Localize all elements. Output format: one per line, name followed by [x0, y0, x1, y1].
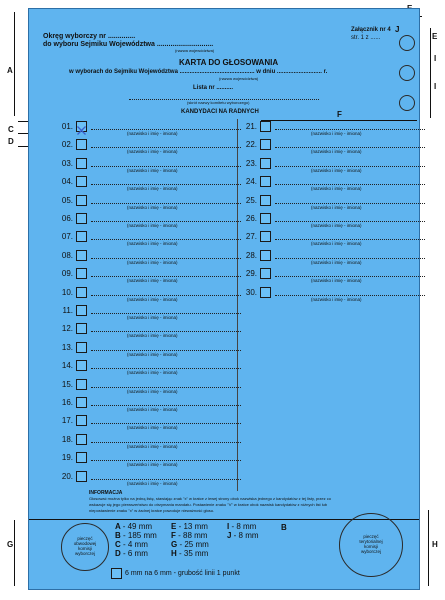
left-candidate-name-line — [91, 479, 241, 480]
dimension-a-label: A — [7, 66, 13, 75]
left-candidate-name-hint: (nazwisko i imię - imiona) — [127, 407, 178, 412]
dimension-legend-value: - 13 mm — [178, 522, 208, 531]
dimension-legend-letter: I — [227, 522, 232, 531]
stamp-left-line-2: obwodowej — [73, 541, 97, 546]
right-candidate-number: 23. — [245, 158, 257, 168]
dimension-legend-value: - 4 mm — [123, 540, 148, 549]
dimension-h-label: H — [432, 540, 438, 549]
right-candidate-name-hint: (nazwisko i imię - imiona) — [311, 149, 362, 155]
left-candidate-name-line — [91, 423, 241, 424]
left-candidate-checkbox[interactable] — [76, 434, 87, 445]
left-candidate-number: 02. — [61, 140, 73, 150]
left-candidate-name-line — [91, 460, 241, 461]
stamp-right-line-2: terytorialnej — [359, 539, 383, 544]
left-candidate-name-hint: (nazwisko i imię - imiona) — [127, 204, 178, 210]
left-candidate-name-hint: (nazwisko i imię - imiona) — [127, 241, 178, 247]
left-candidate-name-hint: (nazwisko i imię - imiona) — [127, 167, 178, 173]
dimension-d-label: D — [8, 137, 14, 146]
right-candidate-checkbox[interactable] — [260, 287, 271, 298]
stamp-right-line-4: wyborczej — [360, 549, 381, 554]
left-candidate-number: 09. — [61, 269, 73, 279]
left-candidate-name-hint: (nazwisko i imię - imiona) — [127, 351, 178, 357]
left-candidate-number: 20. — [61, 471, 73, 481]
left-candidate-name-line — [91, 239, 241, 240]
right-candidate-checkbox[interactable] — [260, 158, 271, 169]
dimension-f-label: F — [337, 110, 342, 119]
binder-hole-1 — [399, 35, 415, 51]
dimension-b-label: B — [281, 523, 287, 532]
left-candidate-number: 17. — [61, 416, 73, 426]
left-candidate-checkbox[interactable] — [76, 287, 87, 298]
dimension-legend-letter: G — [171, 540, 180, 549]
dimension-g-label: G — [7, 540, 14, 549]
right-candidate-name-line — [275, 166, 425, 167]
right-candidate-number: 26. — [245, 214, 257, 223]
dimension-h-line — [428, 510, 429, 586]
stamp-left-line-1: pieczęć — [77, 536, 93, 541]
left-candidate-name-line — [91, 203, 241, 204]
stamp-right — [339, 513, 403, 577]
left-candidate-checkbox[interactable] — [76, 415, 87, 426]
dimension-legend-value: - 25 mm — [179, 540, 209, 549]
dimension-legend-letter: H — [171, 549, 179, 558]
left-candidate-name-line — [91, 147, 241, 148]
right-candidate-number: 27. — [245, 232, 257, 242]
left-candidate-checkbox[interactable] — [76, 342, 87, 353]
left-candidate-checkbox[interactable] — [76, 268, 87, 279]
left-candidate-name-line — [91, 184, 241, 185]
left-candidate-checkbox[interactable] — [76, 360, 87, 371]
left-candidate-number: 05. — [61, 195, 73, 205]
komitet-hint: (skrót nazwy komitetu wyborczego) — [187, 100, 250, 105]
left-candidate-name-line — [91, 129, 241, 130]
right-candidate-checkbox[interactable] — [260, 139, 271, 150]
dimension-legend-h — [171, 550, 208, 558]
left-candidate-name-hint: (nazwisko i imię - imiona) — [127, 296, 178, 302]
dimension-f-line — [261, 120, 417, 121]
left-candidate-number: 12. — [61, 324, 73, 334]
dimension-legend-b — [115, 532, 157, 540]
right-candidate-name-line — [275, 147, 425, 148]
dimension-legend-letter: E — [171, 522, 179, 531]
left-candidate-name-hint: (nazwisko i imię - imiona) — [127, 443, 178, 449]
right-candidate-number: 21. — [245, 122, 257, 131]
left-candidate-name-line — [91, 442, 241, 443]
legend-box-text: 6 mm na 6 mm - grubość linii 1 punkt — [125, 570, 240, 577]
left-candidate-name-hint: (nazwisko i imię - imiona) — [127, 223, 178, 228]
right-candidate-name-hint: (nazwisko i imię - imiona) — [311, 131, 362, 136]
dimension-i-label-2: I — [434, 82, 437, 91]
dimension-legend-letter: B — [115, 531, 123, 540]
column-divider — [237, 119, 238, 491]
right-candidate-checkbox[interactable] — [260, 176, 271, 187]
left-candidate-name-line — [91, 258, 241, 259]
dimension-legend-letter: J — [227, 531, 234, 540]
dimension-g-line — [14, 520, 15, 586]
right-candidate-checkbox[interactable] — [260, 231, 271, 242]
dimension-c-label: C — [8, 125, 14, 134]
left-candidate-name-hint: (nazwisko i imię - imiona) — [127, 333, 178, 339]
left-candidate-name-hint: (nazwisko i imię - imiona) — [127, 388, 178, 394]
left-candidate-checkbox[interactable] — [76, 379, 87, 390]
left-candidate-name-hint: (nazwisko i imię - imiona) — [127, 186, 178, 192]
right-candidate-number: 30. — [245, 287, 257, 297]
nazwa-wojewodztwa-hint-2: (nazwa województwa) — [219, 76, 259, 81]
right-candidate-name-line — [275, 203, 425, 204]
left-candidate-name-hint: (nazwisko i imię - imiona) — [127, 480, 178, 486]
informacja-title: INFORMACJA — [89, 490, 123, 496]
right-candidate-checkbox[interactable] — [260, 268, 271, 279]
dimension-legend-letter: D — [115, 549, 123, 558]
left-candidate-name-line — [91, 295, 241, 296]
left-candidate-name-hint: (nazwisko i imię - imiona) — [127, 462, 178, 468]
left-candidate-number: 15. — [61, 379, 73, 389]
left-candidate-name-line — [91, 368, 241, 369]
left-candidate-checkbox[interactable] — [76, 452, 87, 463]
left-candidate-checkbox[interactable] — [76, 176, 87, 187]
left-candidate-name-hint: (nazwisko i imię - imiona) — [127, 149, 178, 155]
right-candidate-name-line — [275, 295, 425, 296]
dimension-legend-value: - 6 mm — [123, 549, 148, 558]
left-candidate-name-hint: (nazwisko i imię - imiona) — [127, 278, 178, 284]
dimension-e-right-label: E — [432, 32, 438, 41]
left-candidate-name-hint: (nazwisko i imię - imiona) — [127, 131, 178, 136]
ballot-subtitle: w wyborach do Sejmiku Województwa ............................................. w dniu ........................... r. — [69, 69, 328, 75]
right-candidate-name-hint: (nazwisko i imię - imiona) — [311, 167, 362, 173]
dimension-legend-i — [227, 523, 256, 531]
x-mark-icon — [77, 126, 86, 135]
strona-label: str. 1 z ...... — [351, 35, 381, 41]
right-candidate-name-hint: (nazwisko i imię - imiona) — [311, 278, 362, 284]
stamp-left — [61, 523, 109, 571]
binder-hole-2 — [399, 65, 415, 81]
dimension-legend-value: - 8 mm — [233, 531, 259, 540]
right-candidate-checkbox[interactable] — [260, 250, 271, 261]
right-candidate-number: 22. — [245, 140, 257, 150]
left-candidate-checkbox[interactable] — [76, 195, 87, 206]
left-candidate-checkbox[interactable] — [76, 323, 87, 334]
informacja-body-1: Głosować można tylko na jedną listę, stawiając znak "x" w kratce z lewej strony obok nazwiska jednego z kandydatów z tej listy, przez co — [89, 496, 331, 501]
dimension-legend-value: - 49 mm — [122, 522, 153, 531]
right-candidate-name-hint: (nazwisko i imię - imiona) — [311, 186, 362, 192]
left-candidate-number: 01. — [61, 122, 73, 131]
dimension-a-line — [14, 12, 15, 116]
right-candidate-name-hint: (nazwisko i imię - imiona) — [311, 223, 362, 228]
left-candidate-name-line — [91, 387, 241, 388]
left-candidate-checkbox[interactable] — [76, 139, 87, 150]
left-candidate-number: 13. — [61, 342, 73, 352]
informacja-body-2: wskazuje się jego pierwszeństwo do otrzymania mandatu. Postawienie znaku "V" w kratce obok nazwisk kandydatów z różnych list lub — [89, 502, 328, 507]
right-candidate-name-hint: (nazwisko i imię - imiona) — [311, 296, 362, 302]
right-candidate-checkbox[interactable] — [260, 213, 271, 224]
stamp-left-line-3: komisji — [78, 546, 92, 551]
dimension-legend-j — [227, 532, 259, 540]
left-candidate-number: 18. — [61, 434, 73, 444]
legend-box-sample — [111, 568, 122, 579]
left-candidate-checkbox[interactable] — [76, 213, 87, 224]
left-candidate-name-line — [91, 221, 241, 222]
dimension-legend-value: - 185 mm — [123, 531, 157, 540]
left-candidate-number: 11. — [62, 306, 73, 315]
dimension-right-line — [430, 28, 431, 118]
wybory-label: do wyboru Sejmiku Województwa ............................. — [43, 41, 214, 48]
right-candidate-number: 24. — [245, 177, 257, 187]
dimension-legend-f — [171, 532, 207, 540]
lista-label: Lista nr .......... — [193, 85, 234, 91]
left-candidate-checkbox[interactable] — [76, 158, 87, 169]
stamp-right-line-1: pieczęć — [363, 534, 379, 539]
dimension-legend-g — [171, 541, 209, 549]
ballot-page — [28, 8, 420, 590]
dimension-legend-value: - 8 mm — [231, 522, 257, 531]
right-candidate-name-line — [275, 221, 425, 222]
left-candidate-name-line — [91, 276, 241, 277]
left-candidate-number: 06. — [61, 214, 73, 223]
right-candidate-number: 25. — [245, 195, 257, 205]
right-candidate-name-hint: (nazwisko i imię - imiona) — [311, 241, 362, 247]
left-candidate-number: 07. — [61, 232, 73, 242]
zalacznik-label: Załącznik nr 4 — [351, 27, 391, 33]
left-candidate-name-hint: (nazwisko i imię - imiona) — [127, 370, 178, 376]
right-candidate-name-hint: (nazwisko i imię - imiona) — [311, 204, 362, 210]
dimension-legend-letter: C — [115, 540, 123, 549]
right-candidate-checkbox[interactable] — [260, 195, 271, 206]
right-candidate-name-line — [275, 239, 425, 240]
left-candidate-name-line — [91, 313, 241, 314]
dimension-legend-c — [115, 541, 148, 549]
left-candidate-number: 08. — [61, 250, 73, 260]
left-candidate-number: 04. — [61, 177, 73, 187]
dimension-i-label-1: I — [434, 54, 437, 63]
kandydaci-heading: KANDYDACI NA RADNYCH — [181, 109, 259, 115]
right-candidate-number: 29. — [245, 269, 257, 279]
left-candidate-checkbox[interactable] — [76, 397, 87, 408]
okreg-label: Okręg wyborczy nr .............. — [43, 33, 136, 40]
left-candidate-checkbox[interactable] — [76, 471, 87, 482]
dimension-legend-e — [171, 523, 208, 531]
left-candidate-checkbox[interactable] — [76, 231, 87, 242]
informacja-body-3: niepostawienie znaku "x" w żadnej kratce powoduje nieważność głosu. — [89, 508, 215, 513]
dimension-legend-d — [115, 550, 148, 558]
left-candidate-name-line — [91, 331, 241, 332]
left-candidate-name-line — [91, 405, 241, 406]
left-candidate-name-hint: (nazwisko i imię - imiona) — [127, 259, 178, 265]
left-candidate-checkbox[interactable] — [76, 305, 87, 316]
left-candidate-number: 14. — [61, 361, 73, 371]
dimension-legend-value: - 88 mm — [178, 531, 208, 540]
left-candidate-name-line — [91, 350, 241, 351]
dimension-legend-a — [115, 523, 152, 531]
stamp-right-line-3: komisji — [364, 544, 378, 549]
left-candidate-number: 10. — [61, 287, 73, 297]
dimension-legend-letter: A — [115, 522, 123, 531]
binder-hole-3 — [399, 95, 415, 111]
right-candidate-name-line — [275, 184, 425, 185]
dimension-legend-letter: F — [171, 531, 179, 540]
right-candidate-name-hint: (nazwisko i imię - imiona) — [311, 259, 362, 265]
left-candidate-checkbox[interactable] — [76, 250, 87, 261]
nazwa-wojewodztwa-hint-1: (nazwa województwa) — [175, 48, 215, 53]
dimension-legend-value: - 35 mm — [179, 549, 209, 558]
right-candidate-checkbox[interactable] — [260, 121, 271, 132]
left-candidate-name-hint: (nazwisko i imię - imiona) — [127, 315, 178, 320]
right-candidate-number: 28. — [245, 250, 257, 260]
dimension-j-label: J — [395, 25, 400, 34]
ballot-title: KARTA DO GŁOSOWANIA — [179, 58, 279, 67]
left-candidate-name-line — [91, 166, 241, 167]
right-candidate-name-line — [275, 258, 425, 259]
stamp-left-line-4: wyborczej — [74, 551, 95, 556]
left-candidate-number: 19. — [61, 453, 73, 463]
left-candidate-checkbox[interactable] — [76, 121, 87, 132]
left-candidate-number: 16. — [61, 398, 73, 407]
left-candidate-number: 03. — [61, 158, 73, 168]
right-candidate-name-line — [275, 129, 425, 130]
right-candidate-name-line — [275, 276, 425, 277]
left-candidate-name-hint: (nazwisko i imię - imiona) — [127, 425, 178, 431]
